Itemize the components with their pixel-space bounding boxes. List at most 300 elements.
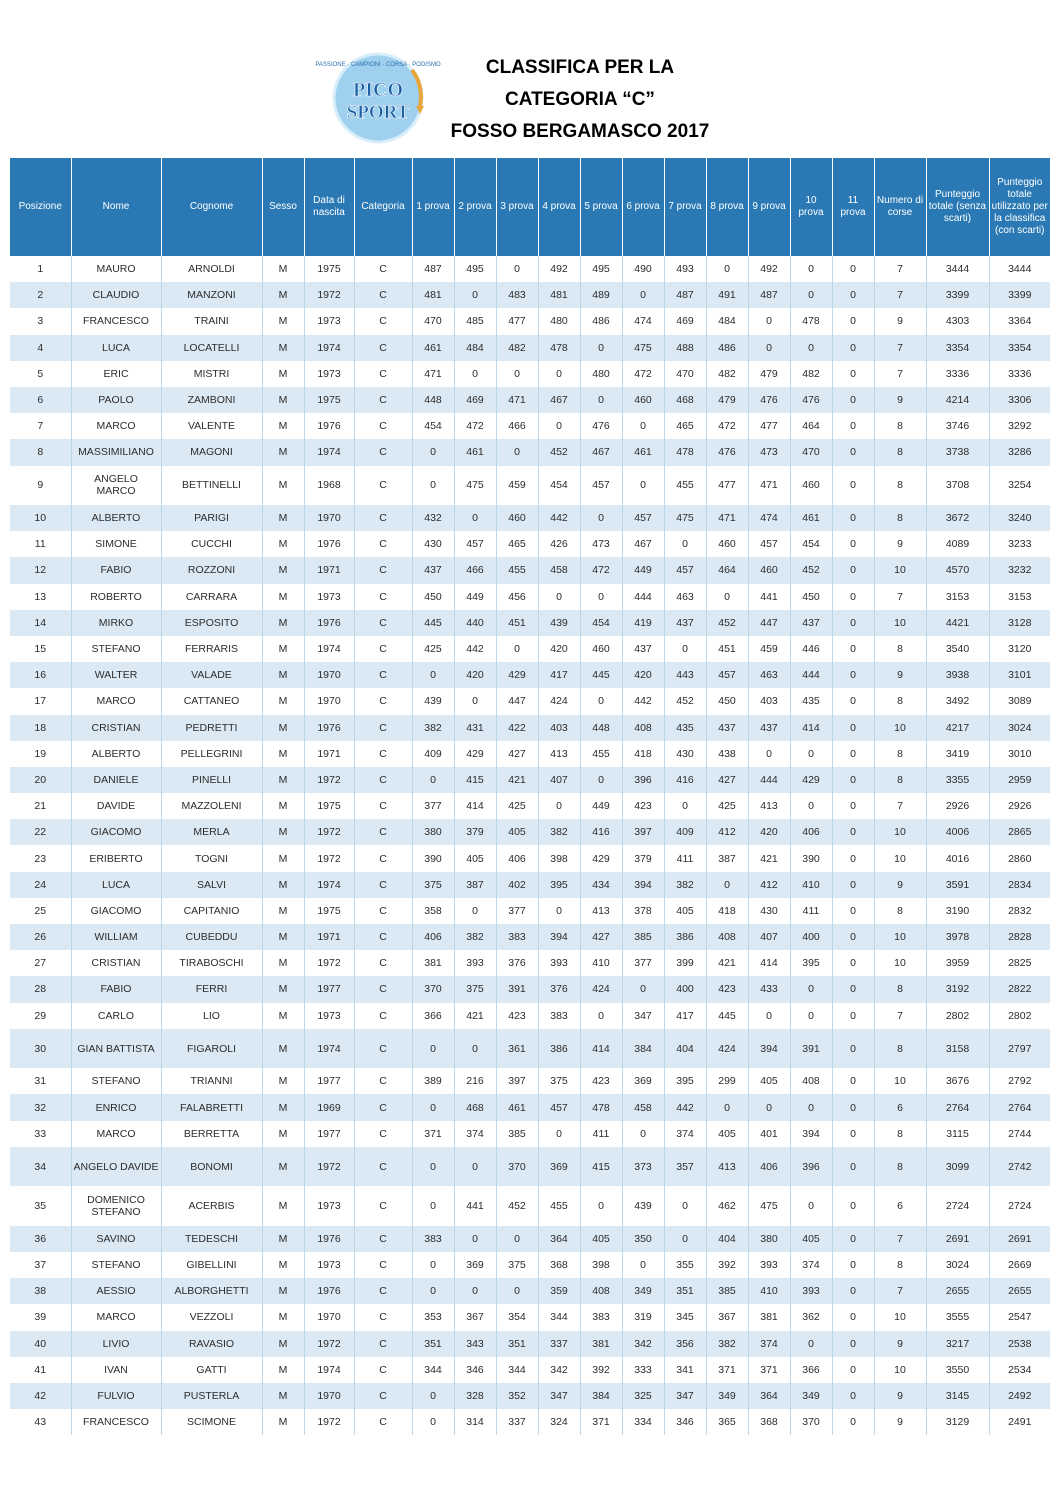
table-cell: C (354, 1278, 412, 1304)
table-cell: 462 (706, 1186, 748, 1226)
table-cell: 384 (622, 1029, 664, 1069)
table-cell: 417 (664, 1003, 706, 1029)
table-cell: 3254 (989, 466, 1050, 506)
table-cell: 447 (748, 610, 790, 636)
table-cell: 3240 (989, 505, 1050, 531)
table-cell: 393 (748, 1252, 790, 1278)
table-cell: 0 (580, 335, 622, 361)
table-cell: 456 (496, 584, 538, 610)
table-cell: 1970 (304, 688, 354, 714)
table-row (10, 1068, 1050, 1094)
table-cell: 424 (538, 688, 580, 714)
table-cell: 2802 (989, 1003, 1050, 1029)
table-cell: 4 (10, 335, 71, 361)
table-cell: ALBORGHETTI (161, 1278, 262, 1304)
table-cell: 0 (580, 1003, 622, 1029)
table-cell: 0 (412, 1409, 454, 1435)
table-cell: 347 (538, 1383, 580, 1409)
table-cell: ERIBERTO (71, 845, 161, 871)
table-cell: C (354, 872, 412, 898)
table-cell: 470 (412, 308, 454, 334)
table-cell: 466 (496, 413, 538, 439)
table-cell: 1969 (304, 1094, 354, 1120)
table-cell: 22 (10, 819, 71, 845)
title-line-2: CATEGORIA “C” (505, 89, 655, 110)
table-cell: 425 (412, 636, 454, 662)
table-cell: 0 (538, 361, 580, 387)
table-cell: 385 (496, 1121, 538, 1147)
table-cell: 7 (874, 1278, 926, 1304)
table-cell: 216 (454, 1068, 496, 1094)
table-cell: CAPITANIO (161, 898, 262, 924)
table-cell: 0 (496, 361, 538, 387)
table-cell: 2792 (989, 1068, 1050, 1094)
table-cell: M (262, 715, 304, 741)
table-cell: 12 (10, 557, 71, 583)
table-cell: 483 (496, 282, 538, 308)
table-cell: 0 (832, 1304, 874, 1330)
table-cell: 0 (832, 1147, 874, 1187)
table-cell: 1974 (304, 872, 354, 898)
table-cell: 3 (10, 308, 71, 334)
table-cell: 3286 (989, 439, 1050, 465)
table-cell: 367 (454, 1304, 496, 1330)
table-row (10, 1409, 1050, 1435)
table-cell: 444 (790, 662, 832, 688)
table-cell: 455 (538, 1186, 580, 1226)
table-cell: 3292 (989, 413, 1050, 439)
table-cell: 468 (454, 1094, 496, 1120)
table-cell: C (354, 1252, 412, 1278)
table-cell: 376 (538, 976, 580, 1002)
table-cell: 1971 (304, 741, 354, 767)
table-cell: 1972 (304, 1147, 354, 1187)
table-cell: 430 (412, 531, 454, 557)
table-cell: 492 (538, 256, 580, 282)
table-cell: 461 (622, 439, 664, 465)
table-row (10, 793, 1050, 819)
table-cell: PUSTERLA (161, 1383, 262, 1409)
table-cell: 413 (538, 741, 580, 767)
column-header: Categoria (354, 158, 412, 256)
table-cell: 4217 (926, 715, 989, 741)
table-cell: 1977 (304, 1121, 354, 1147)
table-cell: M (262, 741, 304, 767)
table-cell: 481 (412, 282, 454, 308)
table-cell: 0 (790, 282, 832, 308)
table-cell: 351 (412, 1331, 454, 1357)
logo-text-pico: PICO (353, 79, 403, 101)
table-cell: 2764 (926, 1094, 989, 1120)
table-cell: 471 (412, 361, 454, 387)
table-cell: C (354, 636, 412, 662)
table-cell: 3444 (926, 256, 989, 282)
table-cell: 343 (454, 1331, 496, 1357)
column-header: 2 prova (454, 158, 496, 256)
table-cell: 471 (706, 505, 748, 531)
table-cell: 342 (622, 1331, 664, 1357)
logo-text-sport: SPORT (346, 102, 410, 123)
table-cell: 374 (790, 1252, 832, 1278)
table-row (10, 767, 1050, 793)
table-cell: 0 (790, 1186, 832, 1226)
table-cell: 459 (496, 466, 538, 506)
table-row (10, 466, 1050, 506)
table-cell: 3540 (926, 636, 989, 662)
table-cell: 458 (622, 1094, 664, 1120)
table-cell: 352 (496, 1383, 538, 1409)
table-cell: 18 (10, 715, 71, 741)
table-cell: 448 (412, 387, 454, 413)
table-row (10, 688, 1050, 714)
table-cell: 0 (832, 976, 874, 1002)
table-cell: 32 (10, 1094, 71, 1120)
table-cell: C (354, 819, 412, 845)
table-body (10, 256, 1050, 1435)
table-cell: ARNOLDI (161, 256, 262, 282)
table-cell: 0 (664, 793, 706, 819)
table-cell: 2538 (989, 1331, 1050, 1357)
table-cell: 398 (538, 845, 580, 871)
table-cell: 0 (412, 662, 454, 688)
table-cell: 38 (10, 1278, 71, 1304)
table-cell: 0 (832, 466, 874, 506)
table-cell: 408 (622, 715, 664, 741)
table-cell: 7 (874, 584, 926, 610)
table-cell: 439 (538, 610, 580, 636)
table-cell: 396 (622, 767, 664, 793)
table-cell: 7 (874, 361, 926, 387)
table-cell: 445 (580, 662, 622, 688)
table-cell: 0 (412, 1278, 454, 1304)
table-cell: ZAMBONI (161, 387, 262, 413)
table-cell: M (262, 387, 304, 413)
table-cell: 8 (874, 1121, 926, 1147)
table-cell: 0 (706, 872, 748, 898)
table-cell: LIVIO (71, 1331, 161, 1357)
table-cell: 9 (874, 387, 926, 413)
table-cell: ESPOSITO (161, 610, 262, 636)
table-cell: GIBELLINI (161, 1252, 262, 1278)
column-header: 9 prova (748, 158, 790, 256)
table-cell: 0 (622, 976, 664, 1002)
table-cell: M (262, 1409, 304, 1435)
table-cell: 5 (10, 361, 71, 387)
table-cell: 0 (832, 531, 874, 557)
table-cell: 0 (832, 1186, 874, 1226)
table-cell: 21 (10, 793, 71, 819)
table-cell: 407 (748, 924, 790, 950)
table-cell: 10 (874, 845, 926, 871)
table-cell: M (262, 1357, 304, 1383)
table-cell: M (262, 976, 304, 1002)
table-cell: 478 (538, 335, 580, 361)
table-cell: C (354, 256, 412, 282)
table-cell: 3336 (989, 361, 1050, 387)
table-cell: 480 (580, 361, 622, 387)
table-cell: BETTINELLI (161, 466, 262, 506)
table-cell: 434 (580, 872, 622, 898)
table-cell: M (262, 793, 304, 819)
table-cell: 0 (538, 413, 580, 439)
table-cell: 411 (580, 1121, 622, 1147)
table-cell: 0 (748, 1094, 790, 1120)
table-cell: 2655 (989, 1278, 1050, 1304)
column-header: 11 prova (832, 158, 874, 256)
table-cell: 8 (874, 636, 926, 662)
table-cell: 0 (538, 1121, 580, 1147)
table-cell: M (262, 361, 304, 387)
table-row (10, 610, 1050, 636)
table-cell: 469 (454, 387, 496, 413)
table-cell: 24 (10, 872, 71, 898)
table-cell: M (262, 1147, 304, 1187)
table-cell: 0 (622, 466, 664, 506)
table-cell: 394 (790, 1121, 832, 1147)
table-cell: 385 (706, 1278, 748, 1304)
table-cell: 387 (706, 845, 748, 871)
table-cell: 35 (10, 1186, 71, 1226)
table-cell: 461 (790, 505, 832, 531)
table-cell: 421 (454, 1003, 496, 1029)
table-cell: M (262, 636, 304, 662)
table-cell: 1974 (304, 335, 354, 361)
table-cell: 0 (622, 282, 664, 308)
table-cell: 2691 (926, 1226, 989, 1252)
table-cell: 358 (412, 898, 454, 924)
table-cell: 461 (454, 439, 496, 465)
table-cell: 468 (664, 387, 706, 413)
table-cell: 408 (706, 924, 748, 950)
table-cell: 0 (832, 413, 874, 439)
table-cell: 0 (832, 636, 874, 662)
table-cell: 371 (412, 1121, 454, 1147)
table-row (10, 439, 1050, 465)
table-cell: 452 (496, 1186, 538, 1226)
table-cell: 370 (790, 1409, 832, 1435)
table-cell: 0 (790, 256, 832, 282)
table-cell: GATTI (161, 1357, 262, 1383)
table-cell: C (354, 1409, 412, 1435)
table-cell: 383 (538, 1003, 580, 1029)
table-cell: ALBERTO (71, 505, 161, 531)
table-cell: 471 (496, 387, 538, 413)
table-row (10, 1094, 1050, 1120)
table-row (10, 335, 1050, 361)
table-cell: 344 (412, 1357, 454, 1383)
table-cell: 9 (874, 531, 926, 557)
table-cell: 364 (748, 1383, 790, 1409)
table-cell: MARCO (71, 1304, 161, 1330)
table-cell: 405 (706, 1121, 748, 1147)
table-cell: C (354, 793, 412, 819)
table-row (10, 505, 1050, 531)
table-cell: 417 (538, 662, 580, 688)
table-cell: 449 (622, 557, 664, 583)
table-cell: 0 (790, 1003, 832, 1029)
table-cell: 9 (874, 1409, 926, 1435)
table-row (10, 1357, 1050, 1383)
table-row (10, 282, 1050, 308)
table-cell: M (262, 1252, 304, 1278)
table-cell: 442 (622, 688, 664, 714)
title-line-3: FOSSO BERGAMASCO 2017 (450, 121, 710, 142)
table-cell: 409 (664, 819, 706, 845)
table-cell: 8 (874, 439, 926, 465)
table-cell: 2797 (989, 1029, 1050, 1069)
table-cell: 410 (748, 1278, 790, 1304)
table-cell: 410 (790, 872, 832, 898)
table-cell: M (262, 505, 304, 531)
table-row (10, 1121, 1050, 1147)
table-row (10, 584, 1050, 610)
table-cell: 3354 (989, 335, 1050, 361)
table-cell: 479 (748, 361, 790, 387)
table-cell: 405 (496, 819, 538, 845)
table-cell: 25 (10, 898, 71, 924)
column-header: 10 prova (790, 158, 832, 256)
table-cell: 389 (412, 1068, 454, 1094)
table-cell: 485 (454, 308, 496, 334)
table-cell: 473 (580, 531, 622, 557)
table-cell: FULVIO (71, 1383, 161, 1409)
table-cell: 0 (748, 1003, 790, 1029)
table-cell: 10 (10, 505, 71, 531)
table-cell: 460 (748, 557, 790, 583)
table-cell: 394 (538, 924, 580, 950)
table-cell: 1970 (304, 662, 354, 688)
table-cell: 370 (412, 976, 454, 1002)
table-cell: 10 (874, 1068, 926, 1094)
table-cell: 17 (10, 688, 71, 714)
table-cell: 490 (622, 256, 664, 282)
table-cell: 0 (832, 924, 874, 950)
table-cell: 437 (748, 715, 790, 741)
table-cell: 424 (706, 1029, 748, 1069)
table-cell: 420 (748, 819, 790, 845)
table-cell: 421 (706, 950, 748, 976)
table-cell: 411 (664, 845, 706, 871)
table-cell: 383 (412, 1226, 454, 1252)
table-cell: 0 (454, 1029, 496, 1069)
table-cell: 435 (664, 715, 706, 741)
table-cell: 0 (832, 505, 874, 531)
table-cell: 382 (664, 872, 706, 898)
table-cell: 7 (874, 1003, 926, 1029)
table-cell: LOCATELLI (161, 335, 262, 361)
page-header (0, 0, 1058, 160)
table-cell: BONOMI (161, 1147, 262, 1187)
table-cell: 3399 (926, 282, 989, 308)
table-cell: FERRI (161, 976, 262, 1002)
table-cell: 8 (874, 466, 926, 506)
table-cell: 2547 (989, 1304, 1050, 1330)
table-cell: DOMENICO STEFANO (71, 1186, 161, 1226)
table-cell: 1973 (304, 584, 354, 610)
table-cell: 362 (790, 1304, 832, 1330)
table-cell: 371 (706, 1357, 748, 1383)
table-cell: SAVINO (71, 1226, 161, 1252)
table-cell: 8 (874, 898, 926, 924)
table-cell: M (262, 413, 304, 439)
table-cell: 486 (706, 335, 748, 361)
table-cell: 0 (832, 335, 874, 361)
table-cell: 416 (664, 767, 706, 793)
table-cell: 433 (748, 976, 790, 1002)
table-cell: 420 (622, 662, 664, 688)
table-cell: 423 (496, 1003, 538, 1029)
table-cell: 482 (790, 361, 832, 387)
table-cell: 429 (790, 767, 832, 793)
table-cell: 402 (496, 872, 538, 898)
table-cell: ANGELO DAVIDE (71, 1147, 161, 1187)
table-cell: 425 (706, 793, 748, 819)
table-cell: 4006 (926, 819, 989, 845)
table-cell: 3153 (926, 584, 989, 610)
table-cell: C (354, 1331, 412, 1357)
table-cell: 408 (790, 1068, 832, 1094)
column-header: 8 prova (706, 158, 748, 256)
table-cell: 481 (538, 282, 580, 308)
table-cell: MISTRI (161, 361, 262, 387)
table-cell: 395 (538, 872, 580, 898)
table-cell: 7 (874, 335, 926, 361)
table-cell: 0 (790, 1094, 832, 1120)
table-cell: 429 (454, 741, 496, 767)
table-row (10, 413, 1050, 439)
table-cell: C (354, 1003, 412, 1029)
table-cell: LUCA (71, 872, 161, 898)
table-cell: 0 (412, 1186, 454, 1226)
table-cell: PINELLI (161, 767, 262, 793)
table-cell: 441 (748, 584, 790, 610)
table-cell: 0 (706, 584, 748, 610)
table-cell: M (262, 584, 304, 610)
table-cell: 413 (580, 898, 622, 924)
table-cell: 406 (748, 1147, 790, 1187)
table-cell: GIACOMO (71, 819, 161, 845)
table-cell: 1972 (304, 845, 354, 871)
table-cell: 337 (538, 1331, 580, 1357)
table-cell: MIRKO (71, 610, 161, 636)
table-cell: 2860 (989, 845, 1050, 871)
table-cell: MANZONI (161, 282, 262, 308)
table-cell: 42 (10, 1383, 71, 1409)
column-header: Numero di corse (874, 158, 926, 256)
table-cell: 1970 (304, 1304, 354, 1330)
table-cell: 1977 (304, 976, 354, 1002)
table-cell: 397 (622, 819, 664, 845)
table-cell: 405 (790, 1226, 832, 1252)
table-cell: M (262, 1331, 304, 1357)
table-cell: 1974 (304, 439, 354, 465)
column-header: Nome (71, 158, 161, 256)
table-cell: 0 (664, 636, 706, 662)
table-cell: C (354, 439, 412, 465)
table-cell: 430 (748, 898, 790, 924)
table-cell: 374 (748, 1331, 790, 1357)
table-row (10, 898, 1050, 924)
table-cell: 447 (496, 688, 538, 714)
table-cell: 328 (454, 1383, 496, 1409)
table-cell: 0 (832, 610, 874, 636)
title-line-1: CLASSIFICA PER LA (485, 57, 675, 78)
table-cell: 325 (622, 1383, 664, 1409)
table-cell: 367 (706, 1304, 748, 1330)
table-cell: C (354, 1357, 412, 1383)
table-cell: PAOLO (71, 387, 161, 413)
table-cell: 342 (538, 1357, 580, 1383)
